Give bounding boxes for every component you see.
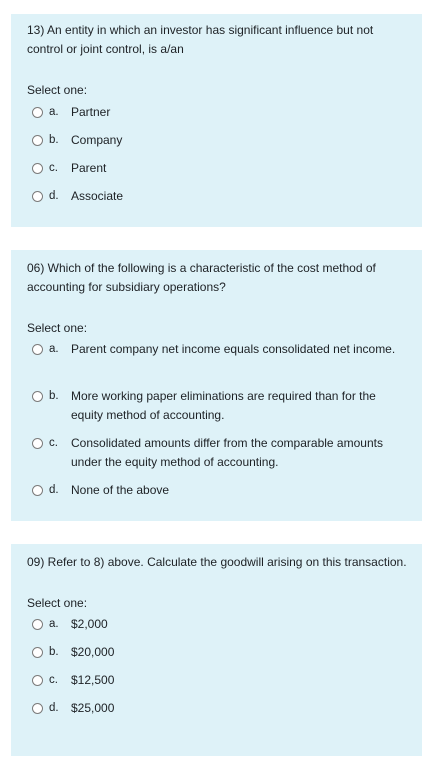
answer-option-d[interactable]: [27, 699, 408, 727]
option-letter: a.: [49, 106, 59, 118]
answer-option-a[interactable]: [27, 615, 408, 643]
option-label: Parent: [71, 161, 107, 175]
option-letter: c.: [49, 162, 58, 174]
answer-option-d[interactable]: [27, 187, 408, 215]
option-letter: d.: [49, 484, 59, 496]
radio-button[interactable]: [32, 107, 43, 118]
radio-button[interactable]: [32, 675, 43, 686]
question-card-06: [11, 250, 422, 521]
answer-option-a[interactable]: [27, 103, 408, 131]
select-one-prompt: Select one:: [27, 596, 88, 610]
option-letter: b.: [49, 646, 59, 658]
option-letter: d.: [49, 190, 59, 202]
option-letter: b.: [49, 134, 59, 146]
option-label: Associate: [71, 189, 124, 203]
answer-option-b[interactable]: [27, 387, 408, 434]
question-text: 13) An entity in which an investor has significant influence but not control or joint control, is a/an: [27, 23, 374, 56]
radio-button[interactable]: [32, 619, 43, 630]
answer-option-c[interactable]: [27, 671, 408, 699]
option-letter: a.: [49, 343, 59, 355]
option-letter: a.: [49, 618, 59, 630]
option-letter: c.: [49, 437, 58, 449]
answer-options: [27, 615, 408, 727]
option-letter: d.: [49, 702, 59, 714]
answer-option-b[interactable]: [27, 131, 408, 159]
answer-option-c[interactable]: [27, 434, 408, 481]
answer-option-b[interactable]: [27, 643, 408, 671]
question-card-09: [11, 544, 422, 756]
radio-button[interactable]: [32, 191, 43, 202]
radio-button[interactable]: [32, 135, 43, 146]
select-one-prompt: Select one:: [27, 321, 88, 335]
question-text: 09) Refer to 8) above. Calculate the goodwill arising on this transaction.: [27, 555, 407, 569]
answer-option-c[interactable]: [27, 159, 408, 187]
option-label: $20,000: [71, 645, 115, 659]
radio-button[interactable]: [32, 438, 43, 449]
option-label: None of the above: [71, 483, 170, 497]
radio-button[interactable]: [32, 391, 43, 402]
option-label: $25,000: [71, 701, 115, 715]
option-label: Consolidated amounts differ from the comparable amounts under the equity method of accounting.: [71, 436, 383, 469]
option-label: Company: [71, 133, 123, 147]
question-card-13: [11, 14, 422, 227]
radio-button[interactable]: [32, 163, 43, 174]
option-label: Parent company net income equals consolidated net income.: [71, 342, 396, 356]
answer-options: [27, 103, 408, 215]
answer-option-d[interactable]: [27, 481, 408, 509]
option-label: More working paper eliminations are required than for the equity method of accounting.: [71, 389, 376, 422]
radio-button[interactable]: [32, 344, 43, 355]
option-letter: b.: [49, 390, 59, 402]
radio-button[interactable]: [32, 647, 43, 658]
radio-button[interactable]: [32, 485, 43, 496]
option-label: $12,500: [71, 673, 115, 687]
select-one-prompt: Select one:: [27, 83, 88, 97]
answer-options: [27, 340, 408, 509]
option-letter: c.: [49, 674, 58, 686]
option-label: $2,000: [71, 617, 108, 631]
radio-button[interactable]: [32, 703, 43, 714]
question-text: 06) Which of the following is a characteristic of the cost method of accounting for subsidiary operations?: [27, 261, 376, 294]
option-label: Partner: [71, 105, 111, 119]
answer-option-a[interactable]: [27, 340, 408, 387]
